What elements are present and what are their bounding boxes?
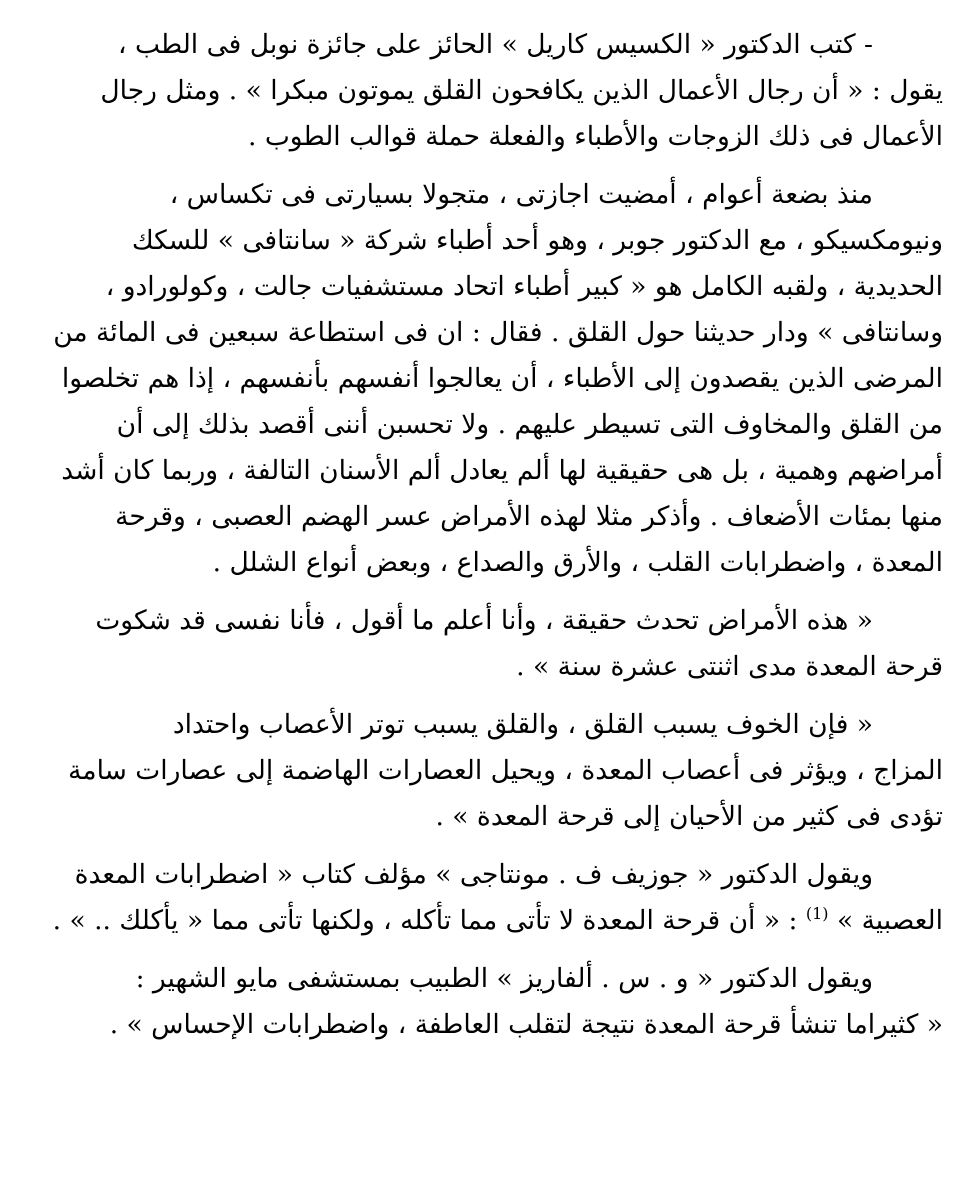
- text-line: « هذه الأمراض تحدث حقيقة ، وأنا أعلم ما أقول ، فأنا نفسى قد شكوت: [95, 605, 873, 636]
- paragraph-dr-gober: [30, 172, 943, 586]
- footnote-marker: (1): [805, 904, 829, 924]
- text-line: « فإن الخوف يسبب القلق ، والقلق يسبب توتر الأعصاب واحتداد: [172, 709, 873, 740]
- paragraph-carrel: [30, 22, 943, 160]
- paragraph-alvarez: [30, 956, 943, 1048]
- text-line: قرحة المعدة مدى اثنتى عشرة سنة » .: [516, 651, 943, 682]
- text-line: الأعمال فى ذلك الزوجات والأطباء والفعلة حملة قوالب الطوب .: [247, 121, 943, 152]
- text-fragment: : « أن قرحة المعدة لا تأتى مما تأكله ، ولكنها تأتى مما « يأكلك .. » .: [52, 905, 798, 936]
- text-line: منها بمئات الأضعاف . وأذكر مثلا لهذه الأمراض عسر الهضم العصبى ، وقرحة: [115, 501, 943, 532]
- text-line: ويقول الدكتور « و . س . ألفاريز » الطبيب بمستشفى مايو الشهير :: [135, 963, 873, 994]
- text-line: أمراضهم وهمية ، بل هى حقيقية لها ألم يعادل ألم الأسنان التالفة ، وربما كان أشد: [61, 455, 943, 486]
- text-line: « كثيراما تنشأ قرحة المعدة نتيجة لتقلب العاطفة ، واضطرابات الإحساس » .: [109, 1009, 943, 1040]
- text-line: المرضى الذين يقصدون إلى الأطباء ، أن يعالجوا أنفسهم بأنفسهم ، إذا هم تخلصوا: [61, 363, 943, 394]
- text-line: منذ بضعة أعوام ، أمضيت اجازتى ، متجولا بسيارتى فى تكساس ،: [169, 179, 873, 210]
- text-line: [30, 898, 943, 944]
- text-line: من القلق والمخاوف التى تسيطر عليهم . ولا تحسبن أننى أقصد بذلك إلى أن: [116, 409, 943, 440]
- paragraph-montague: [30, 852, 943, 944]
- text-line: وسانتافى » ودار حديثنا حول القلق . فقال : ان فى استطاعة سبعين فى المائة من: [53, 317, 943, 348]
- text-line: يقول : « أن رجال الأعمال الذين يكافحون القلق يموتون مبكرا » . ومثل رجال: [100, 75, 943, 106]
- text-line: المزاج ، ويؤثر فى أعصاب المعدة ، ويحيل العصارات الهاضمة إلى عصارات سامة: [68, 755, 943, 786]
- text-line: المعدة ، واضطرابات القلب ، والأرق والصداع ، وبعض أنواع الشلل .: [212, 547, 943, 578]
- text-line: - كتب الدكتور « الكسيس كاريل » الحائز على جائزة نوبل فى الطب ،: [117, 29, 873, 60]
- text-fragment: العصبية »: [836, 905, 943, 936]
- text-line: ويقول الدكتور « جوزيف ف . مونتاجى » مؤلف كتاب « اضطرابات المعدة: [74, 859, 873, 890]
- text-line: الحديدية ، ولقبه الكامل هو « كبير أطباء اتحاد مستشفيات جالت ، وكولورادو ،: [105, 271, 943, 302]
- text-line: تؤدى فى كثير من الأحيان إلى قرحة المعدة » .: [435, 801, 943, 832]
- paragraph-fear: [30, 702, 943, 840]
- text-line: ونيومكسيكو ، مع الدكتور جوبر ، وهو أحد أطباء شركة « سانتافى » للسكك: [131, 225, 943, 256]
- paragraph-these-diseases: [30, 598, 943, 690]
